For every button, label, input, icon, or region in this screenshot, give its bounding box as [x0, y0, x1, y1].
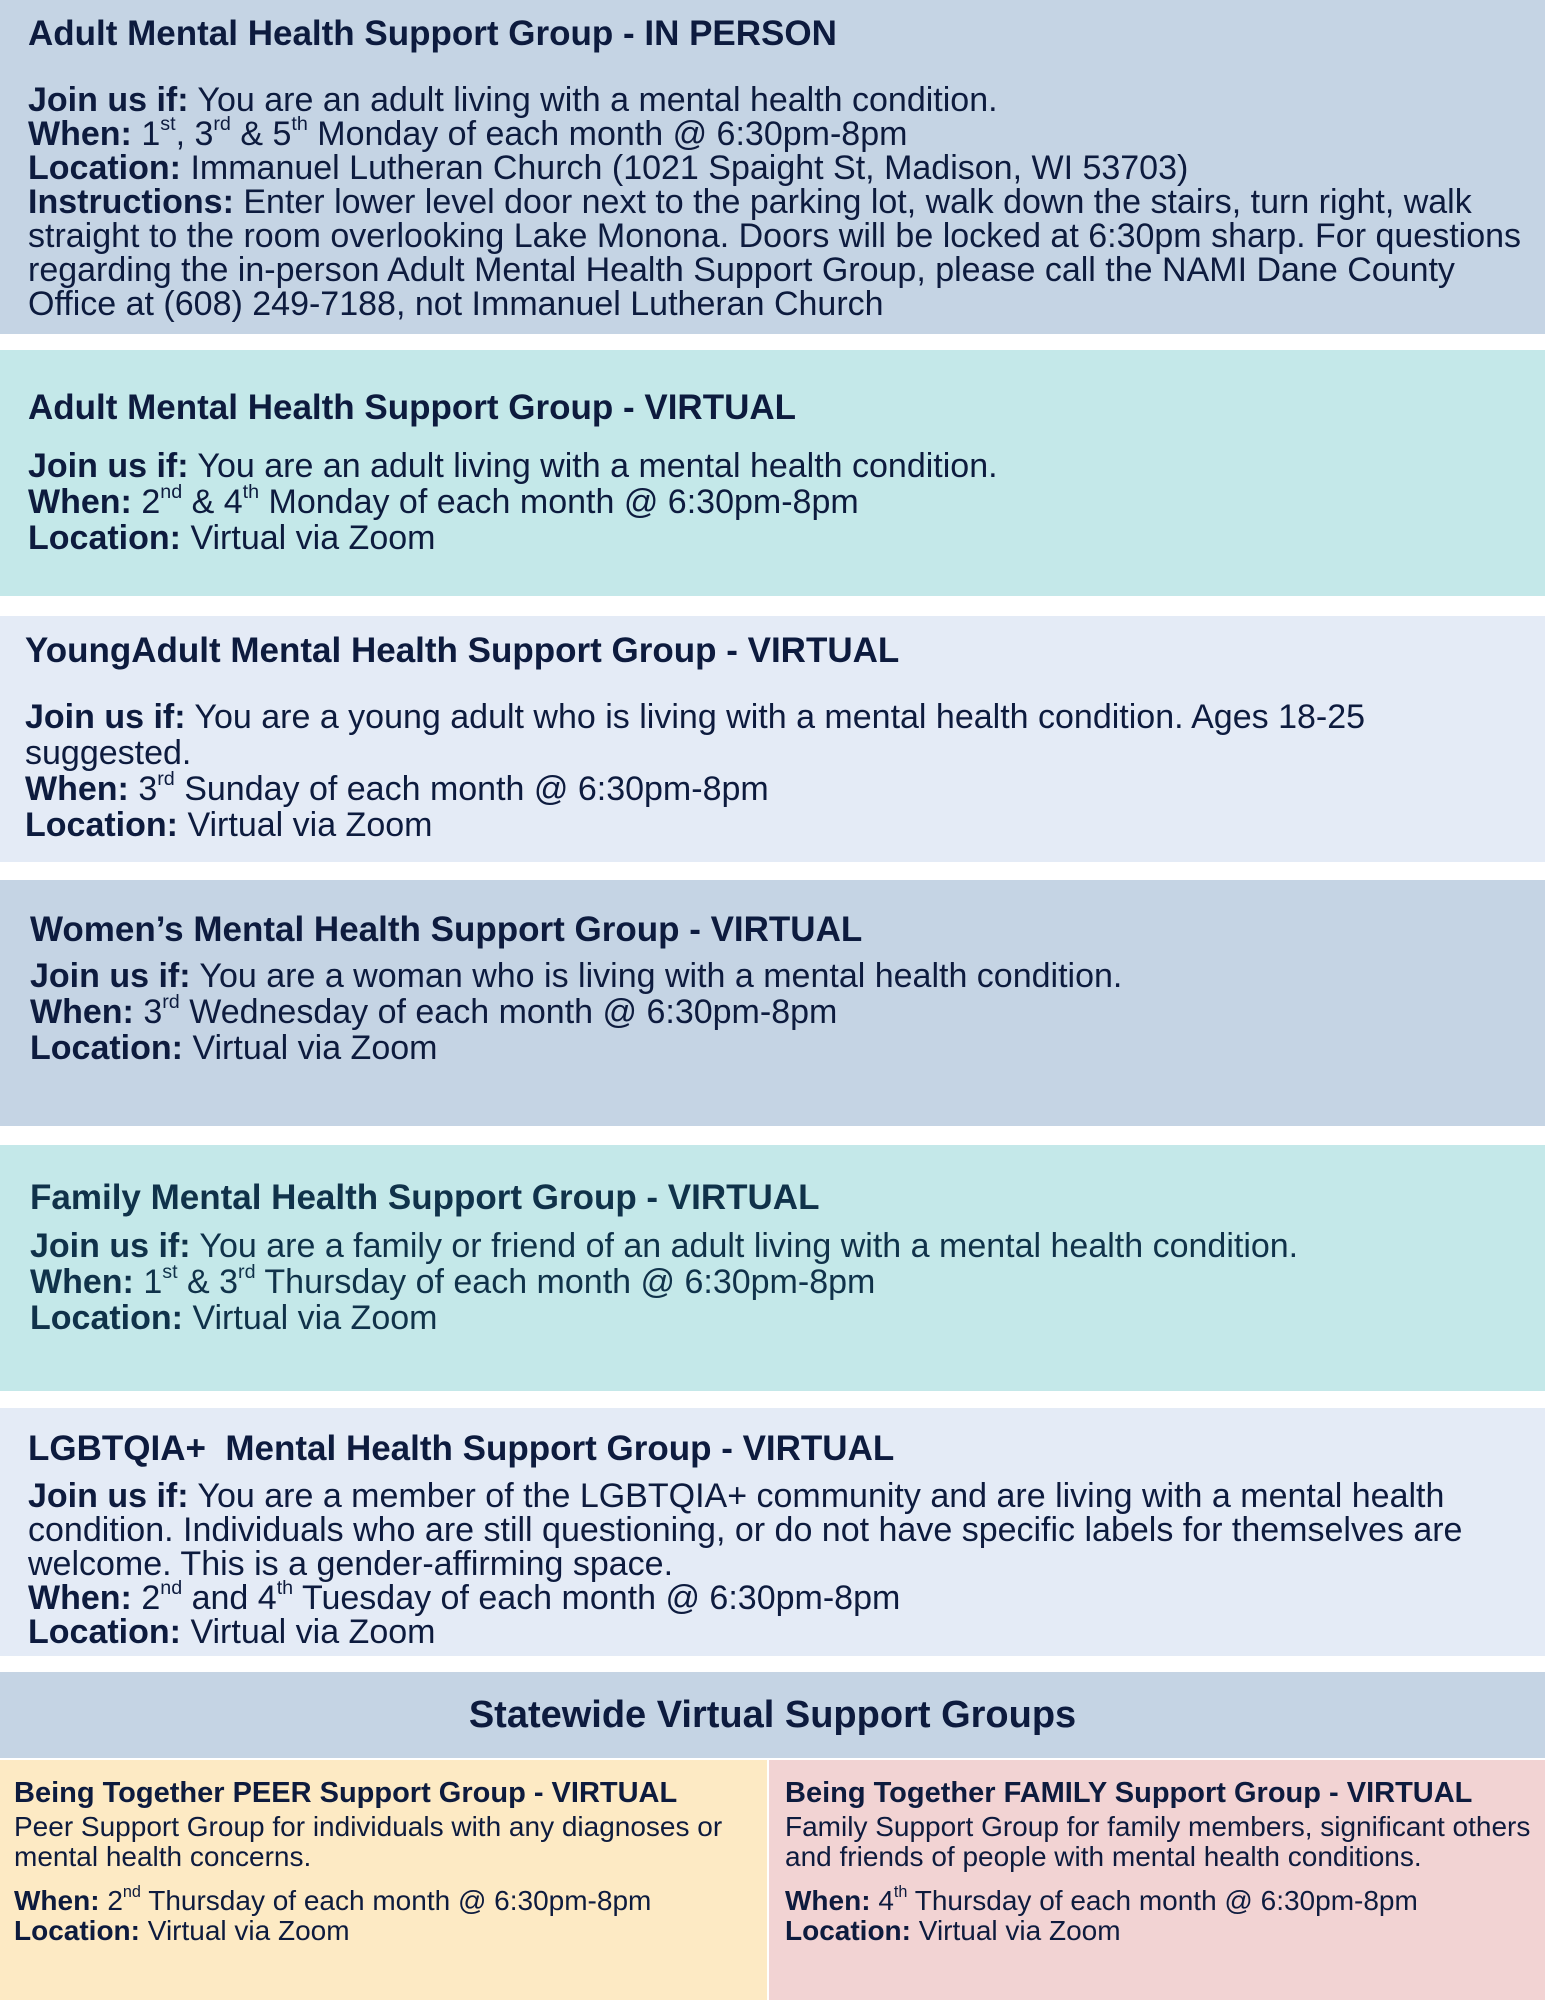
group-title: Adult Mental Health Support Group - IN PERSON: [28, 14, 837, 53]
join-text: You are a member of the LGBTQIA+ community and are living with a mental health condition. Individuals who are still questioning, or do not have specific labels for themselves are welcome. This is a gender-affirming space.: [28, 1477, 1463, 1583]
when-label: When:: [785, 1885, 871, 1916]
when-text: 2nd & 4th Monday of each month @ 6:30pm-8pm: [141, 480, 859, 521]
location-label: Location:: [30, 1299, 183, 1337]
group-details: [30, 958, 1525, 1066]
instructions-text: Enter lower level door next to the parking lot, walk down the stairs, turn right, walk straight to the room overlooking Lake Monona. Doors will be locked at 6:30pm sharp. For questions regarding the in-person Adult Mental Health Support Group, please call the NAMI Dane County Office at (608) 249-7188, not Immanuel Lutheran Church: [28, 183, 1522, 323]
group-women-virtual: [0, 880, 1545, 1126]
location-text: Immanuel Lutheran Church (1021 Spaight St, Madison, WI 53703): [190, 149, 1189, 187]
location-label: Location:: [25, 806, 178, 844]
when-text: 2nd Thursday of each month @ 6:30pm-8pm: [107, 1883, 652, 1916]
group-details: [28, 83, 1525, 321]
group-adult-in-person: [0, 0, 1545, 334]
location-label: Location:: [30, 1029, 183, 1067]
group-young-adult-virtual: [0, 616, 1545, 862]
when-text: 1st & 3rd Thursday of each month @ 6:30pm-8pm: [143, 1260, 876, 1301]
location-text: Virtual via Zoom: [918, 1915, 1121, 1946]
group-adult-virtual: [0, 350, 1545, 596]
statewide-heading: Statewide Virtual Support Groups: [468, 1693, 1077, 1736]
group-title: Being Together FAMILY Support Group - VIRTUAL: [785, 1777, 1473, 1809]
when-label: When:: [28, 115, 132, 153]
location-text: Virtual via Zoom: [147, 1915, 350, 1946]
when-label: When:: [28, 483, 132, 521]
group-title: Family Mental Health Support Group - VIRTUAL: [30, 1178, 820, 1217]
location-label: Location:: [28, 519, 181, 557]
when-label: When:: [30, 1263, 134, 1301]
group-details: [14, 1883, 759, 1946]
location-label: Location:: [14, 1915, 140, 1946]
when-label: When:: [30, 993, 134, 1031]
location-text: Virtual via Zoom: [187, 806, 433, 844]
statewide-header: [0, 1672, 1545, 1758]
when-text: 4th Thursday of each month @ 6:30pm-8pm: [878, 1883, 1418, 1916]
group-title: YoungAdult Mental Health Support Group - VIRTUAL: [25, 631, 900, 670]
join-text: You are an adult living with a mental health condition.: [197, 81, 998, 119]
group-details: [25, 699, 1525, 843]
group-title: Being Together PEER Support Group - VIRTUAL: [14, 1777, 678, 1809]
location-text: Virtual via Zoom: [192, 1029, 438, 1067]
join-label: Join us if:: [28, 447, 189, 485]
when-label: When:: [14, 1885, 100, 1916]
group-title: LGBTQIA+ Mental Health Support Group - VIRTUAL: [28, 1429, 895, 1468]
join-label: Join us if:: [30, 957, 191, 995]
join-label: Join us if:: [30, 1227, 191, 1265]
join-text: You are an adult living with a mental health condition.: [197, 447, 998, 485]
join-label: Join us if:: [28, 81, 189, 119]
when-label: When:: [25, 770, 129, 808]
group-lgbtqia-virtual: [0, 1408, 1545, 1656]
location-text: Virtual via Zoom: [192, 1299, 438, 1337]
join-text: You are a woman who is living with a mental health condition.: [199, 957, 1123, 995]
location-text: Virtual via Zoom: [190, 519, 436, 557]
instructions-label: Instructions:: [28, 183, 234, 221]
group-details: [28, 1479, 1525, 1649]
join-text: You are a young adult who is living with a mental health condition. Ages 18-25 suggested.: [25, 698, 1366, 772]
location-label: Location:: [785, 1915, 911, 1946]
group-title: Adult Mental Health Support Group - VIRTUAL: [28, 388, 797, 427]
join-text: You are a family or friend of an adult living with a mental health condition.: [199, 1227, 1299, 1265]
group-description: Peer Support Group for individuals with any diagnoses or mental health concerns.: [14, 1811, 723, 1872]
group-family-virtual: [0, 1145, 1545, 1391]
group-details: [30, 1228, 1525, 1336]
group-title: Women’s Mental Health Support Group - VIRTUAL: [30, 910, 863, 949]
when-text: 2nd and 4th Tuesday of each month @ 6:30pm-8pm: [141, 1576, 901, 1617]
join-label: Join us if:: [25, 698, 186, 736]
when-text: 3rd Wednesday of each month @ 6:30pm-8pm: [143, 990, 838, 1031]
group-being-together-peer: [0, 1760, 767, 2000]
group-details: [28, 448, 1525, 556]
group-being-together-family: [769, 1760, 1545, 2000]
location-label: Location:: [28, 1613, 181, 1651]
group-description: Family Support Group for family members, significant others and friends of people with mental health conditions.: [785, 1811, 1531, 1872]
location-label: Location:: [28, 149, 181, 187]
join-label: Join us if:: [28, 1477, 189, 1515]
when-text: 3rd Sunday of each month @ 6:30pm-8pm: [138, 767, 769, 808]
group-details: [785, 1883, 1537, 1946]
when-text: 1st, 3rd & 5th Monday of each month @ 6:30pm-8pm: [141, 112, 908, 153]
location-text: Virtual via Zoom: [190, 1613, 436, 1651]
when-label: When:: [28, 1579, 132, 1617]
